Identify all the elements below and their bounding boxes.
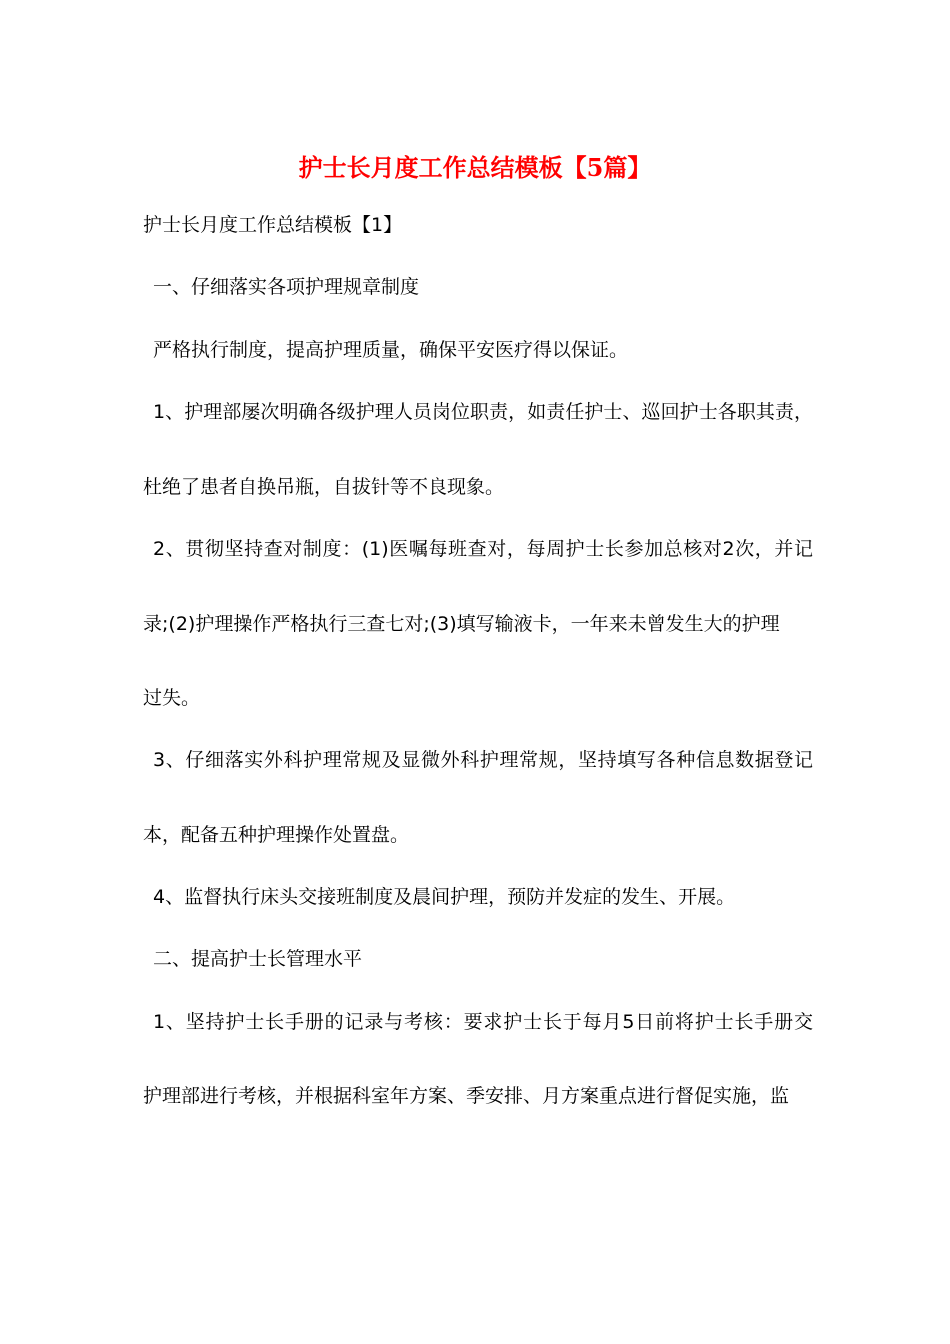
paragraph-line: 3、仔细落实外科护理常规及显微外科护理常规，坚持填写各种信息数据登记 <box>153 749 813 771</box>
paragraph-line: 1、护理部屡次明确各级护理人员岗位职责，如责任护士、巡回护士各职其责， <box>153 401 813 423</box>
subsection-heading: 二、提高护士长管理水平 <box>153 948 363 970</box>
paragraph-line: 本，配备五种护理操作处置盘。 <box>143 824 410 846</box>
section-heading: 护士长月度工作总结模板【1】 <box>143 214 403 236</box>
paragraph-line: 护理部进行考核，并根据科室年方案、季安排、月方案重点进行督促实施，监 <box>143 1085 790 1107</box>
paragraph-line: 录;(2)护理操作严格执行三查七对;(3)填写输液卡，一年来未曾发生大的护理 <box>143 613 780 635</box>
paragraph-line: 杜绝了患者自换吊瓶，自拔针等不良现象。 <box>143 476 505 498</box>
paragraph-line: 严格执行制度，提高护理质量，确保平安医疗得以保证。 <box>153 339 629 361</box>
paragraph-line: 4、监督执行床头交接班制度及晨间护理，预防并发症的发生、开展。 <box>153 886 736 908</box>
paragraph-line: 过失。 <box>143 687 201 709</box>
paragraph-line: 2、贯彻坚持查对制度：(1)医嘱每班查对，每周护士长参加总核对2次，并记 <box>153 538 813 560</box>
subsection-heading: 一、仔细落实各项护理规章制度 <box>153 276 420 298</box>
paragraph-line: 1、坚持护士长手册的记录与考核：要求护士长于每月5日前将护士长手册交 <box>153 1011 813 1033</box>
document-title: 护士长月度工作总结模板【5篇】 <box>298 153 652 182</box>
